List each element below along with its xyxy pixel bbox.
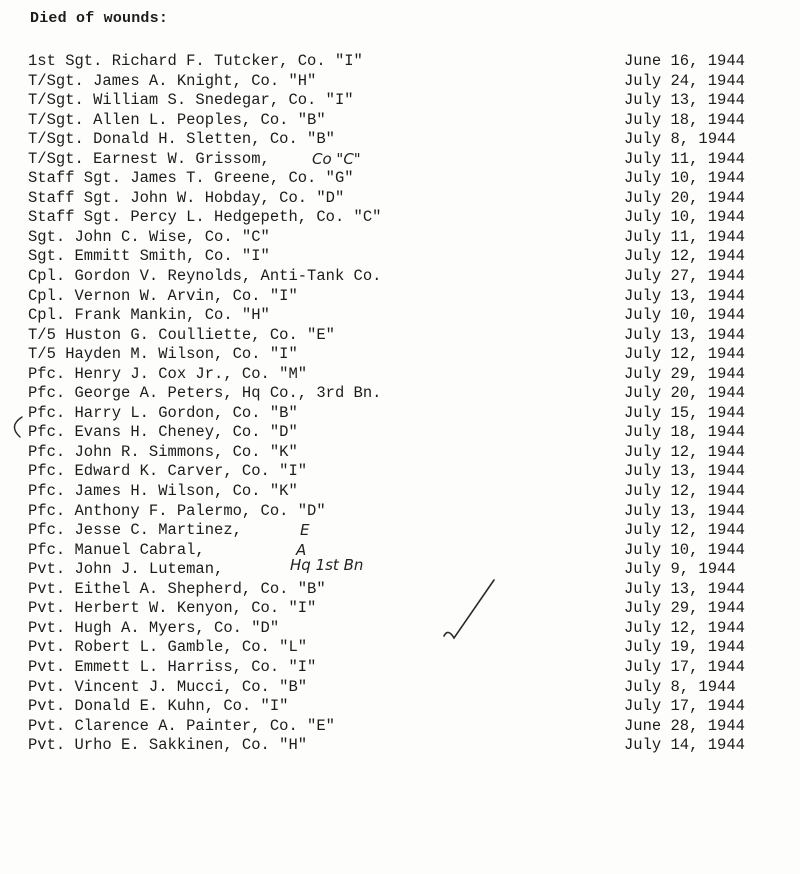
death-date: July 8, 1944 (624, 677, 736, 696)
list-item (0, 697, 800, 717)
death-date: July 8, 1944 (624, 130, 736, 149)
death-date: July 10, 1944 (624, 306, 745, 325)
list-item (0, 228, 800, 248)
death-date: July 12, 1944 (624, 618, 745, 637)
list-item (0, 638, 800, 658)
death-date: July 9, 1944 (624, 560, 736, 579)
soldier-name: Pvt. Urho E. Sakkinen, Co. "H" (28, 736, 308, 755)
soldier-name: Pvt. Herbert W. Kenyon, Co. "I" (28, 599, 317, 618)
soldier-name: T/Sgt. James A. Knight, Co. "H" (28, 71, 317, 90)
list-item (0, 521, 800, 541)
soldier-name: Pfc. James H. Wilson, Co. "K" (28, 482, 298, 501)
list-item (0, 52, 800, 72)
death-date: July 20, 1944 (624, 384, 745, 403)
death-date: July 12, 1944 (624, 482, 745, 501)
death-date: July 20, 1944 (624, 188, 745, 207)
list-item (0, 287, 800, 307)
soldier-name: Pvt. John J. Luteman, (28, 560, 224, 579)
list-item (0, 208, 800, 228)
list-item (0, 267, 800, 287)
list-item (0, 658, 800, 678)
soldier-name: 1st Sgt. Richard F. Tutcker, Co. "I" (28, 52, 363, 70)
soldier-name: Pvt. Hugh A. Myers, Co. "D" (28, 618, 280, 637)
soldier-name: Staff Sgt. John W. Hobday, Co. "D" (28, 188, 345, 207)
list-item (0, 365, 800, 385)
death-date: July 24, 1944 (624, 71, 745, 90)
death-date: July 10, 1944 (624, 169, 745, 188)
soldier-name: Cpl. Gordon V. Reynolds, Anti-Tank Co. (28, 267, 382, 286)
soldier-name: Pfc. Jesse C. Martinez, (28, 521, 242, 540)
soldier-name: Cpl. Frank Mankin, Co. "H" (28, 306, 270, 325)
death-date: July 10, 1944 (624, 540, 745, 559)
casualty-list (0, 52, 800, 756)
soldier-name: T/5 Huston G. Coulliette, Co. "E" (28, 325, 335, 344)
death-date: June 28, 1944 (624, 716, 745, 735)
soldier-name: Staff Sgt. Percy L. Hedgepeth, Co. "C" (28, 208, 382, 227)
soldier-name: Pfc. George A. Peters, Hq Co., 3rd Bn. (28, 384, 382, 403)
list-item (0, 91, 800, 111)
death-date: July 13, 1944 (624, 501, 745, 520)
handwritten-annotation: Co "C" (312, 149, 361, 168)
death-date: July 29, 1944 (624, 364, 745, 383)
handwritten-annotation: A (296, 540, 307, 559)
death-date: July 15, 1944 (624, 403, 745, 422)
death-date: July 13, 1944 (624, 462, 745, 481)
list-item (0, 736, 800, 756)
list-item (0, 384, 800, 404)
death-date: July 17, 1944 (624, 697, 745, 716)
soldier-name: Sgt. John C. Wise, Co. "C" (28, 227, 270, 246)
death-date: July 12, 1944 (624, 247, 745, 266)
list-item (0, 404, 800, 424)
death-date: June 16, 1944 (624, 52, 745, 70)
death-date: July 12, 1944 (624, 442, 745, 461)
list-item (0, 462, 800, 482)
list-item (0, 306, 800, 326)
soldier-name: Pvt. Donald E. Kuhn, Co. "I" (28, 697, 289, 716)
handwritten-check-mark-icon (440, 576, 500, 642)
list-item (0, 599, 800, 619)
soldier-name: Pfc. Anthony F. Palermo, Co. "D" (28, 501, 326, 520)
death-date: July 27, 1944 (624, 267, 745, 286)
soldier-name: Pfc. Manuel Cabral, (28, 540, 205, 559)
soldier-name: Pfc. John R. Simmons, Co. "K" (28, 442, 298, 461)
death-date: July 19, 1944 (624, 638, 745, 657)
list-item (0, 345, 800, 365)
list-item (0, 72, 800, 92)
soldier-name: Pvt. Vincent J. Mucci, Co. "B" (28, 677, 308, 696)
list-item (0, 169, 800, 189)
death-date: July 12, 1944 (624, 345, 745, 364)
soldier-name: Pvt. Robert L. Gamble, Co. "L" (28, 638, 308, 657)
list-item (0, 482, 800, 502)
death-date: July 11, 1944 (624, 149, 745, 168)
death-date: July 13, 1944 (624, 579, 745, 598)
list-item (0, 619, 800, 639)
soldier-name: T/Sgt. William S. Snedegar, Co. "I" (28, 91, 354, 110)
soldier-name: T/5 Hayden M. Wilson, Co. "I" (28, 345, 298, 364)
soldier-name: T/Sgt. Donald H. Sletten, Co. "B" (28, 130, 335, 149)
document-heading: Died of wounds: (30, 10, 169, 27)
list-item (0, 150, 800, 170)
list-item (0, 423, 800, 443)
list-item (0, 247, 800, 267)
soldier-name: Sgt. Emmitt Smith, Co. "I" (28, 247, 270, 266)
death-date: July 13, 1944 (624, 286, 745, 305)
soldier-name: Pvt. Clarence A. Painter, Co. "E" (28, 716, 335, 735)
list-item (0, 556, 800, 580)
death-date: July 29, 1944 (624, 599, 745, 618)
list-item (0, 130, 800, 150)
soldier-name: Pvt. Eithel A. Shepherd, Co. "B" (28, 579, 326, 598)
list-item (0, 717, 800, 737)
soldier-name: Cpl. Vernon W. Arvin, Co. "I" (28, 286, 298, 305)
death-date: July 11, 1944 (624, 227, 745, 246)
list-item (0, 541, 800, 561)
death-date: July 13, 1944 (624, 325, 745, 344)
death-date: July 18, 1944 (624, 110, 745, 129)
list-item (0, 326, 800, 346)
death-date: July 10, 1944 (624, 208, 745, 227)
soldier-name: Pfc. Edward K. Carver, Co. "I" (28, 462, 308, 481)
handwritten-bracket-mark-icon (6, 414, 26, 440)
soldier-name: Pvt. Emmett L. Harriss, Co. "I" (28, 657, 317, 676)
handwritten-annotation: Hq 1st Bn (290, 556, 364, 575)
death-date: July 14, 1944 (624, 736, 745, 755)
list-item (0, 189, 800, 209)
death-date: July 12, 1944 (624, 521, 745, 540)
list-item (0, 580, 800, 600)
list-item (0, 443, 800, 463)
death-date: July 17, 1944 (624, 657, 745, 676)
death-date: July 18, 1944 (624, 423, 745, 442)
soldier-name: T/Sgt. Allen L. Peoples, Co. "B" (28, 110, 326, 129)
soldier-name: Pfc. Evans H. Cheney, Co. "D" (28, 423, 298, 442)
soldier-name: Staff Sgt. James T. Greene, Co. "G" (28, 169, 354, 188)
soldier-name: Pfc. Henry J. Cox Jr., Co. "M" (28, 364, 308, 383)
soldier-name: T/Sgt. Earnest W. Grissom, (28, 149, 270, 168)
death-date: July 13, 1944 (624, 91, 745, 110)
handwritten-annotation: E (300, 521, 310, 540)
list-item (0, 678, 800, 698)
list-item (0, 111, 800, 131)
soldier-name: Pfc. Harry L. Gordon, Co. "B" (28, 403, 298, 422)
list-item (0, 502, 800, 522)
